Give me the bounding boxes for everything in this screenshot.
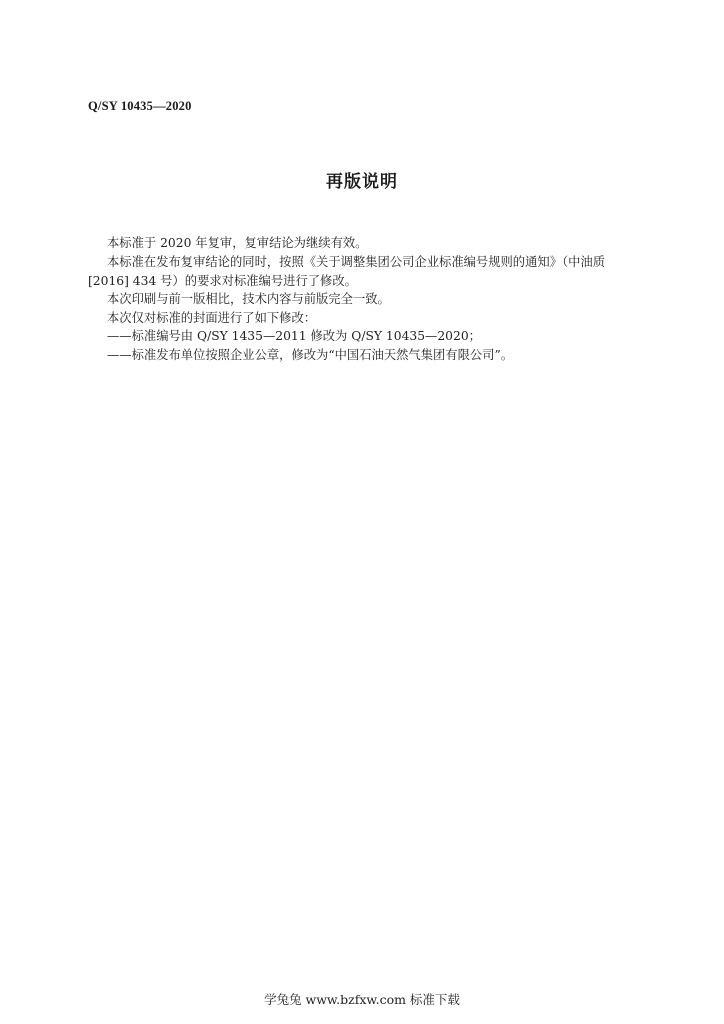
body-line: 本标准在发布复审结论的同时，按照《关于调整集团公司企业标准编号规则的通知》（中油质 [107,255,606,269]
body-line: 本次仅对标准的封面进行了如下修改： [107,311,317,325]
body-line: ——标准发布单位按照企业公章，修改为“中国石油天然气集团有限公司”。 [107,348,514,362]
footer-watermark: 学兔兔 www.bzfxw.com 标准下载 [264,992,460,1007]
body-line: 本次印刷与前一版相比，技术内容与前版完全一致。 [107,292,390,306]
body-line: [2016] 434 号）的要求对标准编号进行了修改。 [88,274,357,288]
body-line: 本标准于 2020 年复审，复审结论为继续有效。 [107,236,368,250]
page-title: 再版说明 [326,172,398,192]
standard-code-header: Q/SY 10435—2020 [88,99,192,113]
body-line: ——标准编号由 Q/SY 1435—2011 修改为 Q/SY 10435—2020； [107,329,481,343]
